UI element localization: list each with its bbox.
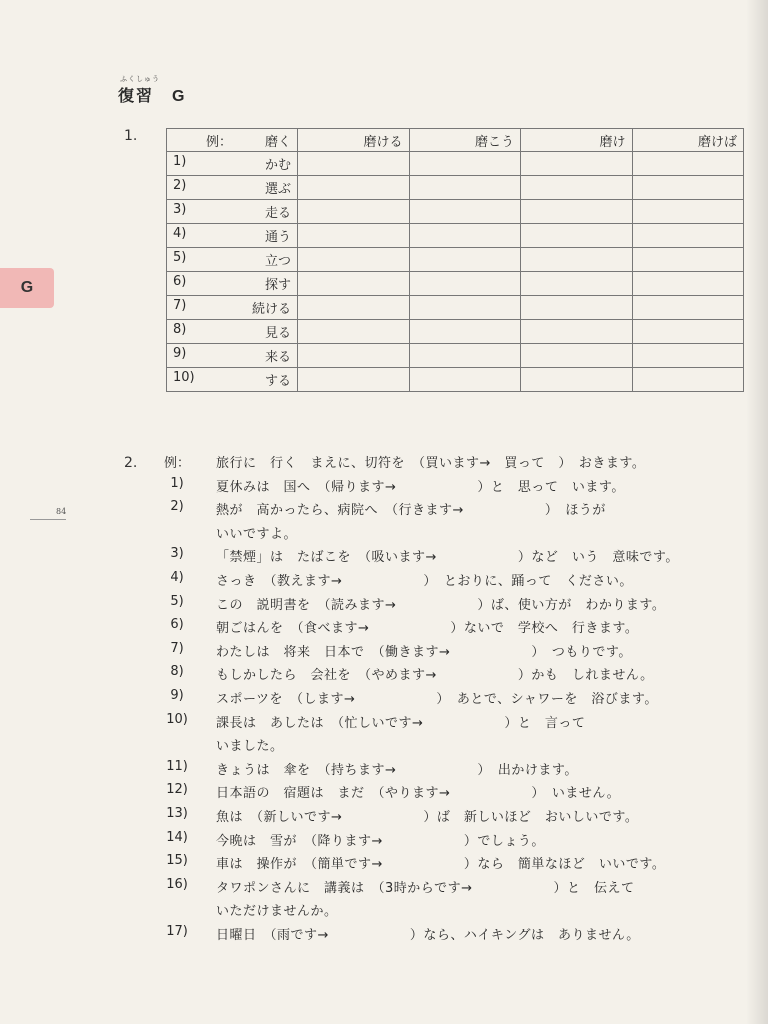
exercise-number: 17) (166, 924, 188, 939)
exercise-text: さっき （教えます→ ） とおりに、踊って ください。 (216, 574, 633, 589)
conjugation-table (166, 128, 744, 392)
header-potential: 磨ける (298, 129, 410, 152)
table-row (167, 344, 744, 368)
answer-cell[interactable] (409, 224, 521, 248)
answer-cell[interactable] (409, 320, 521, 344)
answer-cell[interactable] (298, 320, 410, 344)
exercise-text: 「禁煙」は たばこを （吸います→ ）など いう 意味です。 (216, 550, 679, 566)
answer-cell[interactable] (298, 248, 410, 272)
page-title (118, 86, 186, 105)
answer-cell[interactable] (632, 368, 744, 392)
table-row (167, 320, 744, 344)
table-row (167, 248, 744, 272)
row-number: 3) (173, 202, 187, 217)
chapter-tab: G (0, 268, 54, 308)
exercise-number: 6) (170, 617, 184, 633)
row-verb: 立つ (264, 254, 291, 269)
answer-cell[interactable] (298, 296, 410, 320)
answer-cell[interactable] (632, 296, 744, 320)
exercise-text: スポーツを （します→ ） あとで、シャワーを 浴びます。 (216, 692, 658, 707)
table-row (167, 296, 744, 320)
row-number: 2) (173, 178, 187, 193)
row-verb: 走る (264, 206, 291, 221)
page-number: 84 (56, 507, 67, 516)
answer-cell[interactable] (632, 224, 744, 248)
row-verb: かむ (264, 158, 291, 173)
verb-cell (167, 224, 298, 248)
exercise-text: 日曜日 （雨です→ ）なら、ハイキングは ありません。 (216, 928, 640, 943)
exercise-text: 熱が 高かったら、病院へ （行きます→ ） ほうが (216, 503, 606, 519)
section-1-number: 1. (124, 128, 138, 144)
row-number: 8) (173, 322, 187, 337)
exercise-number: 10) (166, 711, 188, 727)
exercise-text: 魚は （新しいです→ ）ば 新しいほど おいしいです。 (216, 810, 639, 825)
answer-cell[interactable] (521, 152, 633, 176)
exercise-text: 日本語の 宿題は まだ （やります→ ） いません。 (216, 786, 621, 802)
answer-cell[interactable] (409, 152, 521, 176)
example-label: 例： (205, 134, 232, 150)
verb-cell (167, 200, 298, 224)
answer-cell[interactable] (298, 344, 410, 368)
exercise-number: 13) (166, 806, 188, 821)
exercise-text: 車は 操作が （簡単です→ ）なら 簡単なほど いいです。 (216, 857, 666, 873)
exercise-text: この 説明書を （読みます→ ）ば、使い方が わかります。 (216, 597, 666, 613)
exercise-number: 2) (170, 499, 184, 515)
exercise-text: いただけませんか。 (216, 904, 338, 920)
header-volitional: 磨こう (409, 129, 521, 152)
exercise-number: 12) (166, 782, 188, 798)
answer-cell[interactable] (521, 200, 633, 224)
exercise-text: わたしは 将来 日本で （働きます→ ） つもりです。 (216, 644, 632, 660)
answer-cell[interactable] (632, 176, 744, 200)
row-number: 9) (173, 346, 187, 361)
header-conditional: 磨けば (632, 129, 744, 152)
row-number: 4) (173, 226, 187, 241)
answer-cell[interactable] (409, 296, 521, 320)
verb-cell (167, 152, 298, 176)
exercise-text: もしかしたら 会社を （やめます→ ）かも しれません。 (216, 668, 654, 684)
answer-cell[interactable] (632, 200, 744, 224)
section-2-number: 2. (124, 455, 138, 471)
row-verb: 通う (264, 230, 291, 245)
exercise-text: 夏休みは 国へ （帰ります→ ）と 思って います。 (216, 479, 625, 495)
row-verb: する (264, 374, 291, 389)
answer-cell[interactable] (632, 152, 744, 176)
answer-cell[interactable] (521, 176, 633, 200)
answer-cell[interactable] (632, 272, 744, 296)
title-ruby: ふくしゅう (120, 75, 160, 83)
answer-cell[interactable] (632, 248, 744, 272)
answer-cell[interactable] (521, 368, 633, 392)
verb-cell (167, 296, 298, 320)
exercise-text: 旅行に 行く まえに、切符を （買います→ 買って ） おきます。 (216, 456, 646, 471)
page-number-rule (30, 519, 66, 520)
answer-cell[interactable] (521, 272, 633, 296)
row-number: 1) (173, 154, 187, 169)
row-verb: 選ぶ (264, 182, 291, 197)
exercise-number: 7) (170, 640, 184, 656)
row-number: 10) (173, 370, 195, 385)
answer-cell[interactable] (298, 224, 410, 248)
exercise-number: 8) (170, 664, 184, 680)
answer-cell[interactable] (632, 344, 744, 368)
verb-cell (167, 272, 298, 296)
exercise-text: 課長は あしたは （忙しいです→ ）と 言って (216, 715, 586, 731)
title-text: 復習 (118, 86, 155, 105)
row-number: 5) (173, 250, 187, 265)
answer-cell[interactable] (298, 272, 410, 296)
answer-cell[interactable] (298, 368, 410, 392)
verb-cell (167, 368, 298, 392)
title-letter: G (172, 88, 187, 105)
header-example-cell (167, 129, 298, 152)
row-number: 7) (173, 298, 187, 313)
table-row (167, 368, 744, 392)
page-header (118, 74, 186, 106)
page-shadow (746, 0, 768, 1024)
exercise-text: いいですよ。 (216, 526, 298, 542)
exercise-text: きょうは 傘を （持ちます→ ） 出かけます。 (216, 762, 578, 778)
table-row (167, 152, 744, 176)
exercise-number: 9) (170, 688, 184, 703)
exercise-number: 11) (166, 758, 188, 774)
answer-cell[interactable] (521, 320, 633, 344)
example-verb: 磨く (264, 134, 291, 150)
row-verb: 見る (264, 326, 291, 341)
exercise-number: 15) (166, 853, 188, 869)
verb-cell (167, 248, 298, 272)
table-row (167, 224, 744, 248)
answer-cell[interactable] (409, 272, 521, 296)
table-header-row (167, 129, 744, 152)
table-row (167, 176, 744, 200)
exercise-number: 例： (163, 456, 190, 471)
table-row (167, 272, 744, 296)
answer-cell[interactable] (409, 248, 521, 272)
answer-cell[interactable] (409, 368, 521, 392)
exercise-text: タワポンさんに 講義は （3時からです→ ）と 伝えて (216, 880, 635, 896)
answer-cell[interactable] (298, 176, 410, 200)
header-imperative: 磨け (521, 129, 633, 152)
answer-cell[interactable] (521, 296, 633, 320)
verb-cell (167, 176, 298, 200)
row-verb: 来る (264, 350, 291, 365)
row-verb: 探す (264, 278, 291, 293)
answer-cell[interactable] (521, 224, 633, 248)
exercise-text: 朝ごはんを （食べます→ ）ないで 学校へ 行きます。 (216, 621, 639, 637)
exercise-number: 4) (170, 570, 184, 585)
answer-cell[interactable] (409, 176, 521, 200)
exercise-number: 14) (166, 829, 188, 845)
answer-cell[interactable] (409, 200, 521, 224)
row-number: 6) (173, 274, 187, 289)
table-row (167, 200, 744, 224)
answer-cell[interactable] (521, 248, 633, 272)
exercise-number: 3) (170, 546, 184, 562)
verb-cell (167, 344, 298, 368)
exercise-number: 5) (170, 593, 184, 609)
exercise-text: いました。 (216, 739, 284, 755)
answer-cell[interactable] (298, 200, 410, 224)
answer-cell[interactable] (632, 320, 744, 344)
answer-cell[interactable] (521, 344, 633, 368)
row-verb: 続ける (251, 302, 291, 317)
exercise-number: 16) (166, 876, 188, 892)
answer-cell[interactable] (298, 152, 410, 176)
answer-cell[interactable] (409, 344, 521, 368)
exercise-number: 1) (170, 475, 184, 491)
exercise-text: 今晩は 雪が （降ります→ ）でしょう。 (216, 833, 545, 849)
verb-cell (167, 320, 298, 344)
